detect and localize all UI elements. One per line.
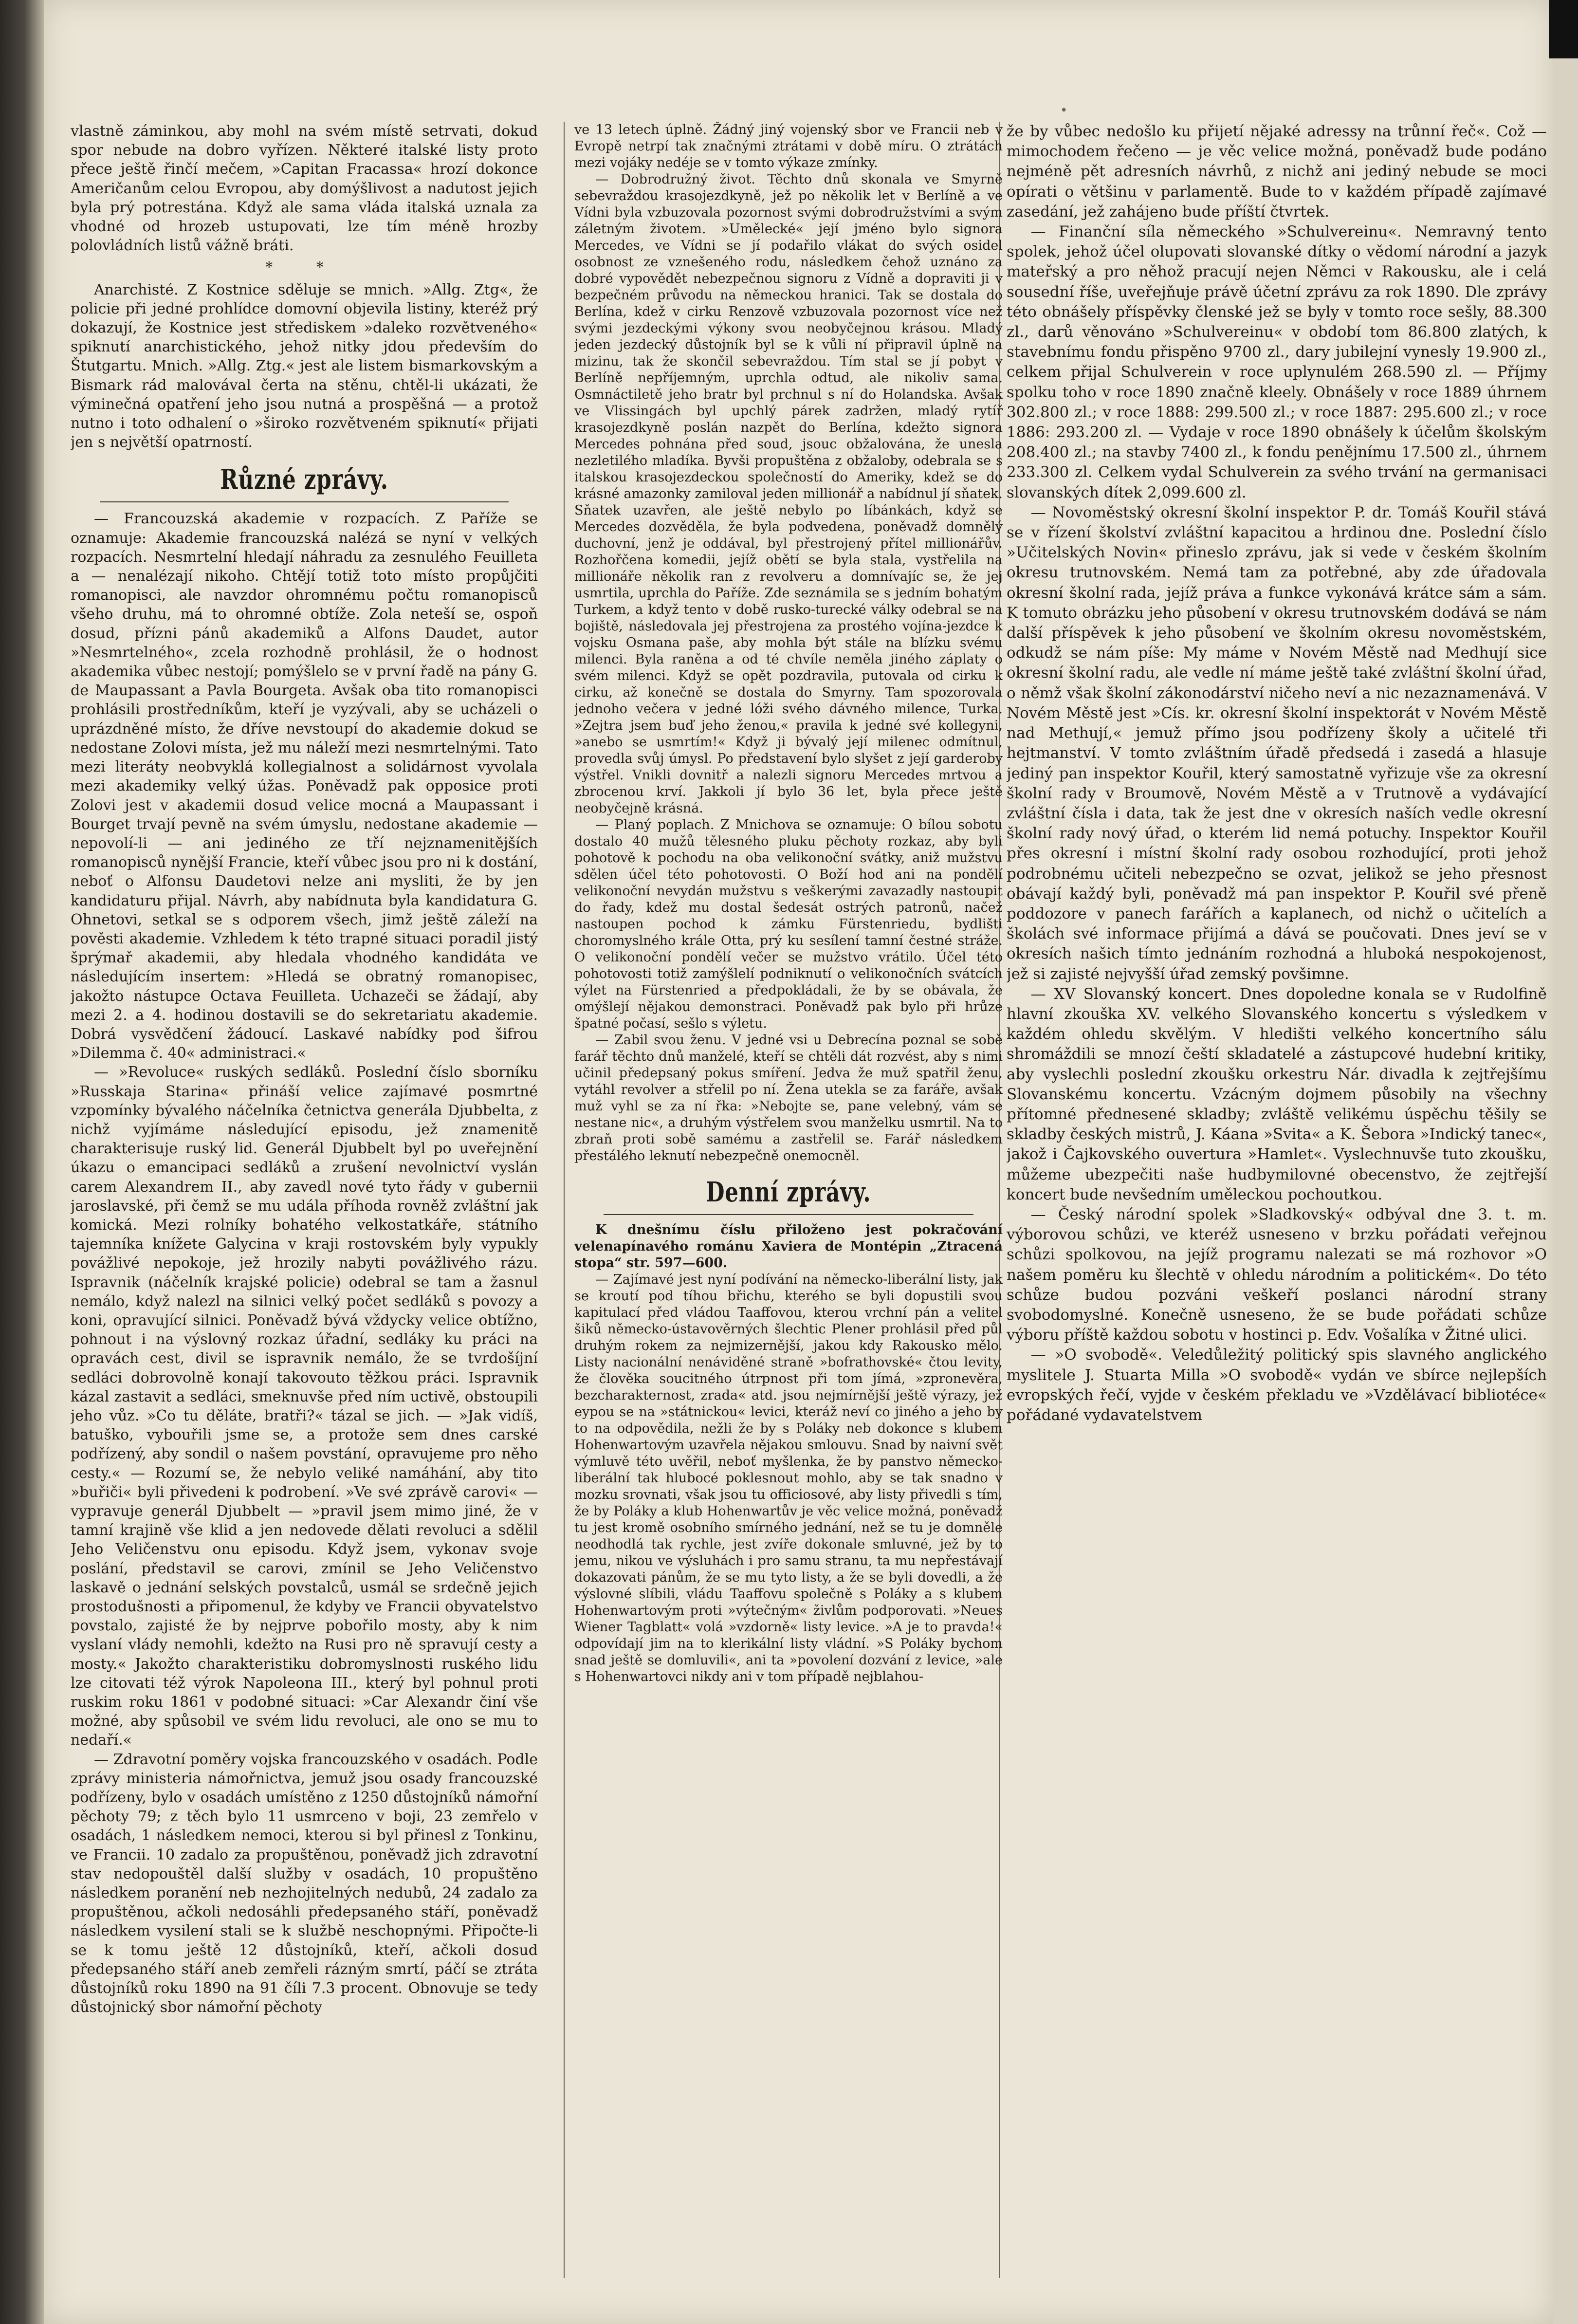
- article-o-svobode: — »O svobodě«. Veledůležitý politický spis slavného anglického myslitele J. Stuarta Milla »O svobodě« vydán ve sbírce nejlepších evropských řečí, vyjde v českém překladu ve »Vzdělávací bibliotéce« pořádané vydavatelstvem: [1007, 1346, 1547, 1424]
- article-revoluce: — »Revoluce« ruských sedláků. Poslední číslo sborníku »Russkaja Starina« přináší velice zajímavé posmrtné vzpomínky bývalého náčelníka četnictva generála Djubbelta, z nichž vyjímáme následující episodu, jež znamenitě charakterisuje ruský lid. Generál Djubbelt byl po uveřejnění úkazu o emancipaci sedláků a zrušení nevolnictví vyslán carem Alexandrem II., aby zavedl nové tyto řády v gubernii jaroslavské, při čemž se mu udála příhoda rovněž zvláštní jak komická. Mezi rolníky bohatého velkostatkáře, státního tajemníka knížete Galycina v kraji rostovském byly vypukly povážlivé nepokoje, jež hrozily nabyti povážlivého rázu. Ispravnik (náčelník krajské policie) odebral se tam a žasnul nemálo, když nalezl na silnici velký počet sedláků s povozy a koni, opravující silnici. Poněvadž bývá vždycky velice obtížno, pohnout i na výslovný rozkaz úřadní, sedláky ku práci na opravách cest, divil se ispravnik nemálo, že se tvrdošíjní sedláci dobrovolně konají takovouto těžkou práci. Ispravnik kázal zastavit a sedláci, smeknuvše před ním uctivě, obstoupili jeho vůz. »Co tu děláte, bratři?« tázal se jich. — »Jak vidíš, batuško, vybouřili jsme se, a protože sem dnes carské podřízený, aby sondil o našem povstání, opravujeme pro něho cesty.« — Rozumí se, že nebylo veliké namáhání, aby tito »buřiči« byli přivedeni k podrobení. »Ve své zprávě carovi« — vypravuje generál Djubbelt — »pravil jsem mimo jiné, že v tamní krajině vše klid a jen nedovede dělati revoluci a sdělil Jeho Veličenstvu onu episodu. Když jsem, vykonav svoje poslání, představil se carovi, zmínil se Jeho Veličenstvo laskavě o jednání selských povstalců, usmál se srdečně jejich prostodušnosti a připomenul, že kdyby ve Francii obyvatelstvo povstalo, zajisté že by nejprve pobořilo mosty, aby k nim vyslaní vlády nemohli, kdežto na Rusi pro ně spravují cesty a mosty.« Jakožto charakteristiku dobromyslnosti ruského lidu lze citovati též výrok Napoleona III., který byl pohnul proti ruskim roku 1861 v podobné situaci: »Car Alexandr činí vše možné, aby spůsobil ve svém lidu revoluci, ale ono se mu to nedaří.«: [71, 1064, 538, 1749]
- article-paragraph: vlastně záminkou, aby mohl na svém místě setrvati, dokud spor nebude na dobro vyřízen. Některé italské listy proto přece ještě řinčí mečem, »Capitan Fracassa« hrozí dokonce Američanům celou Evropou, aby domýšlivost a nadutost jejich byla prý potrestána. Když ale sama vláda italská uznala za vhodné od hrozeb ustupovati, lze tím méně hrozby polovládních listů vážně bráti.: [71, 123, 538, 255]
- column-1: [71, 122, 538, 2278]
- article-slovansky-koncert: — XV Slovanský koncert. Dnes dopoledne konala se v Rudolfině hlavní zkouška XV. velkého Slovanského koncertu s výsledkem v každém ohledu skvělým. V hledišti velkého koncertního sálu shromáždili se mnozí čeští skladatelé a zástupcové hudební kritiky, aby vyslechli poslední zkoušku orkestru Nár. divadla k zejtřejšímu Slovanskému koncertu. Vzácným dojmem působily na všechny přítomné přednesené skladby; zvláště velikému úspěchu těšily se skladby českých mistrů, J. Káana »Svita« a K. Šebora »Indický tanec«, jakož i Čajkovského ouvertura »Hamlet«. Vyslechnuvše tuto zkoušku, můžeme ubezpečiti naše hudbymilovné obecenstvo, že zejtřejší koncert bude nevšedním uměleckou pochoutkou.: [1007, 985, 1547, 1203]
- ornament-mark: •: [1060, 103, 1068, 118]
- section-rule: [604, 1214, 973, 1215]
- article-paragraph: ve 13 letech úplně. Žádný jiný vojenský sbor ve Francii neb v Evropě netrpí tak značnými ztrátami v době míru. O ztrátách mezi vojáky nedéje se v tomto výkaze zmínky.: [574, 122, 1003, 170]
- column-3: [1007, 122, 1547, 2278]
- separator-dots: * *: [265, 259, 343, 277]
- article-sladkovsky: — Český národní spolek »Sladkovský« odbýval dne 3. t. m. výborovou schůzi, ve kteréž usneseno v brzku pořádati veřejnou schůzi spolkovou, na jejíž programu nalezati se má rozhovor »O našem poměru ku šlechtě v ohledu národním a politickém«. Do této schůze budou pozváni veškeří poslanci národní strany svobodomyslné. Konečně usneseno, že se bude pořádati schůze výboru příště každou sobotu v hostinci p. Edv. Vošalíka v Žitné ulici.: [1007, 1205, 1547, 1344]
- article-zajimave: — Zajímavé jest nyní podívání na německo-liberální listy, jak se kroutí pod tíhou břichu, kterého se byli dopustili svou kapitulací před vládou Taaffovou, kterou vrchní pán a velitel šiků německo-ústavověrných šlechtic Plener prohlásil před půl druhým rokem za nejmizernější, jakou kdy Rakousko mělo. Listy nacionální nenáviděné straně »bofrathovské« čtou levity, že člověka soucitného útrpnost při tom jímá, »zpronevěra, bezcharakternost, zrada« atd. jsou nejmírnější ještě výrazy, jež eypou se na »státnickou« levici, kteráž neví co jiného a jeho by to na odpovědila, nežli že by s Poláky neb dokonce s klubem Hohenwartovým uzavřela nějakou smlouvu. Snad by naivní svět výmluvě této uvěřil, neboť myšlenka, že by panstvo německo-liberální tak hlubocé poklesnout mohlo, aby se tak snadno v mozku srovnati, však jsou tu officiosové, aby listy přivedli s tím, že by Poláky a klub Hohenwartův je věc velice možná, poněvadž tu jest kromě osobního smírného jednání, než se tu je domněle neodhodlá tak rychle, jest zvíře dokonale smluvné, jež by to jemu, nikou ve výsluhách i pro samu stranu, ta mu nepřestávají dokazovati pánům, že se mu tyto listy, a že se byli dovedli, a že výslovné slíbili, vládu Taaffovu společně s Poláky a s klubem Hohenwartovým proti »výtečným« živlům podporovati. »Neues Wiener Tagblatt« volá »vzdorně« listy levice. »A je to pravda!« odpovídají jim na to klerikální listy vládní. »S Poláky bychom snad ještě se domluvili«, ani ta »povolení dozvání z levice, »ale s Hohenwartovci nikdy ani v tom případě nejblahou-: [574, 1272, 1003, 1684]
- column-rule-1: [564, 122, 565, 2278]
- section-heading-denni-zpravy: Denní zprávy.: [706, 1176, 871, 1208]
- scan-corner-mark: [1549, 0, 1578, 58]
- section-rule: [100, 501, 509, 502]
- article-plany-poplach: — Planý poplach. Z Mnichova se oznamuje: O bílou sobotu dostalo 40 mužů tělesného pluku pěchoty rozkaz, aby byli pohotově k pochodu na oba velikonoční svátky, aniž mužstvu sdělen účel této pohotovosti. O Boží hod ani na pondělí velikonoční nevydán mužstvu s veškerými zavazadly nastoupit do řady, kdež mu dostal šedesát ostrých patronů, načež nastoupen pochod k zámku Fürstenriedu, bydlišti choromyslného krále Otta, prý ku sesílení tamní čestné stráže. O velikonoční pondělí večer se mužstvo vrátilo. Účel této pohotovosti totiž zamýšlelí podniknutí o velikonočních svátcích výlet na Fürstenried a předpokládali, že by se obávala, že omýšlejí nějakou demonstraci. Poněvadž pak bylo při hrůze špatné počasí, sešlo s výletu.: [574, 817, 1003, 1031]
- column-2: [574, 122, 1003, 2278]
- article-schulverein: — Finanční síla německého »Schulvereinu«. Nemravný tento spolek, jehož účel olupovati slovanské dítky o vědomí národní a jazyk mateřský a pro něhož pracují nejen Němci v Rakousku, ale i celá sousední říše, uveřejňuje právě účetní zprávu za rok 1890. Dle zprávy této obnášely příspěvky členské jež se byly v tomto roce sešly, 88.300 zl., darů věnováno »Schulvereinu« v období tom 86.800 zlatých, k stavebnímu fondu přispěno 9700 zl., dary jubilejní vynesly 19.900 zl., celkem přijal Schulverein v roce uplynulém 268.590 zl. — Příjmy spolku toho v roce 1890 značně kleely. Obnášely v roce 1889 úhrnem 302.800 zl.; v roce 1888: 299.500 zl.; v roce 1887: 295.600 zl.; v roce 1886: 293.200 zl. — Vydaje v roce 1890 obnášely k účelům školským 208.400 zl.; na stavby 7400 zl., k fondu penějnímu 17.500 zl., úhrnem 233.300 zl. Celkem vydal Schulverein za svého trvání na germanisaci slovanských dítek 2,099.600 zl.: [1007, 223, 1547, 501]
- article-roman-notice: K dnešnímu číslu přiloženo jest pokračování velenapínavého románu Xaviera de Montépin „Ztracená stopa“ str. 597—600.: [574, 1222, 1003, 1271]
- article-academie: — Francouzská akademie v rozpacích. Z Paříže se oznamuje: Akademie francouzská nalézá se nyní v velkých rozpacích. Nesmrtelní hledají náhradu za zesnulého Feuilleta a — nenalézají nikoho. Chtějí totiž toto místo propůjčiti romanopisci, ale navzdor ohromnému počtu romanopisců všeho druhu, má to ohromné obtíže. Zola neteší se, ospoň dosud, přízni pánů akademiků a Alfons Daudet, autor »Nesmrtelného«, zcela rozhodně prohlásil, že o hodnost akademika vůbec nestojí; pomýšlelo se v první řadě na pány G. de Maupassant a Pavla Bourgeta. Avšak oba tito romanopisci prohlásili prostředníkům, kteří je vyzývali, aby se ucházeli o uprázdněné místo, že dříve nevstoupí do akademie dokud se nedostane Zolovi místa, jež mu náleží mezi nesmrtelnými. Tato mezi literáty neobvyklá kollegialnost a solidárnost vyvolala mezi akademiky velký úžas. Poněvadž pak opposice proti Zolovi jest v akademii dosud velice mocná a Maupassant i Bourget trvají pevně na svém úmyslu, nedostane akademie — nepovolí-li — ani jediného ze tří nejznamenitějších romanopisců nynější Francie, kteří vůbec jsou pro ni k dostání, neboť o Alfonsu Daudetovi nelze ani mysliti, že by jen kandidaturu přijal. Návrh, aby nabídnuta byla kandidatura G. Ohnetovi, setkal se s odporem všech, jimž ještě záleží na pověsti akademie. Vzhledem k této trapné situaci poradil jistý šprýmař akademii, aby hledala vhodného kandidáta ve následujícím insertem: »Hledá se obratný romanopisec, jakožto nástupce Octava Feuilleta. Uchazeči se žádají, aby mezi 2. a 4. hodinou dostavili se do sekretariatu akademie. Dobrá vysvědčení žádoucí. Laskavé nabídky pod šifrou »Dilemma č. 40« administraci.«: [71, 510, 538, 1062]
- book-binding-edge: [0, 0, 44, 2324]
- section-heading-ruzne-zpravy: Různé zprávy.: [220, 463, 388, 496]
- article-zabil-svou-zenu: — Zabil svou ženu. V jedné vsi u Debrecína poznal se sobě farář těchto dnů manželé, kteří se chtěli dát rozvést, aby s nimi učinil předepsaný pokus smíření. Jedva že muž spatřil ženu, vytáhl revolver a střelil po ní. Žena utekla se za faráře, avšak muž vyhl se za ní řka: »Nebojte se, pane velebný, vám se nestane nic«, a druhým výstřelem svou manželku usmrtil. Na to zbraň proti sobě samému a zastřelil se. Farář následkem přestálého leknutí nebezpečně onemocněl.: [574, 1033, 1003, 1163]
- article-paragraph: že by vůbec nedošlo ku přijetí nějaké adressy na trůnní řeč«. Což — mimochodem řečeno — je věc velice možná, poněvadž bude podáno nejméně pět adresních návrhů, z nichž ani jediný nebude se moci opírati o většinu v parlamentě. Bude to v každém případě zajímavé zasedání, jež zahájeno bude příští čtvrtek.: [1007, 123, 1547, 221]
- article-dobrodruzny-zivot: — Dobrodružný život. Těchto dnů skonala ve Smyrně sebevraždou krasojezdkyně, jež po několik let v Berlíně a ve Vídni byla vzbuzovala pozornost svými dobrodružstvími a svým záletným životem. »Umělecké« její jméno bylo signora Mercedes, ve Vídni se jí podařilo vlákat do svých osidel osobnost ze vznešeného rodu, následkem čehož uznáno za dobré vypovědět nebezpečnou signoru z Vídně a dopraviti ji v bezpečném průvodu na německou hranici. Tak se dostala do Berlína, kdež v cirku Renzově vzbuzovala pozornost více než svými jezdeckými výkony svou neobyčejnou krásou. Mladý jeden jezdecký důstojník byl se k vůli ní připravil úplně na mizinu, tak že skončil sebevraždou. Tím stal se jí pobyt v Berlíně nepříjemným, uprchla odtud, ale nikoliv sama. Osmnáctiletě jeho bratr byl prchnul s ní do Holandska. Avšak ve Vlissingách byl upchlý párek zadržen, mladý rytíř krasojezdkyně poslán nazpět do Berlína, kdežto signora Mercedes pohnána před soud, jsouc obžalována, že unesla nezletilého mladíka. Byvši propuštěna z obžaloby, odebrala se s italskou krasojezdeckou společností do Ameriky, kdež se do krásné amazonky zamiloval jeden millionář a nabídnul jí sňatek. Sňatek uzavřen, ale ještě nebylo po líbánkách, když se Mercedes dozvěděla, že byla podvedena, poněvadž domnělý duchovní, jenž je oddával, byl přestrojený přítel millionářův. Rozhořčena komedii, jejíž obětí se byla stala, vystřelila na millionáře několik ran z revolveru a domnívajíc se, že jej usmrtila, uprchla do Paříže. Zde seznámila se s jedním bohatým Turkem, a když tento v době rusko-turecké války odebral se na bojiště, následovala jej přestrojena za prostého vojína-jezdce k vojsku Osmana paše, aby mohla být stále na blízku svému milenci. Byla raněna a od té chvíle neměla jiného záplaty o svém milenci. Když se opět pozdravila, putovala od cirku k cirku, až konečně se dostala do Smyrny. Tam spozorovala jednoho večera v jedné lóži svého dávného milence, Turka. »Zejtra jsem buď jeho ženou,« pravila k jedné své kollegyni, »anebo se usmrtím!« Když ji bývalý její milenec odmítnul, provedla svůj úmysl. Po představení bylo slyšet z její garderoby výstřel. Vnikli dovnitř a nalezli signoru Mercedes mrtvou a zbrocenou krví. Jakkoli jí bylo 36 let, byla přece ještě neobyčejně krásná.: [574, 172, 1003, 816]
- article-anarchists: Anarchisté. Z Kostnice sděluje se mnich. »Allg. Ztg«, že policie při jedné prohlídce domovní objevila listiny, kteréž prý dokazují, že Kostnice jest střediskem »daleko rozvětveného« spiknutí anarchistického, jehož nitky jdou především do Štutgartu. Mnich. »Allg. Ztg.« jest ale listem bismarkovským a Bismark rád malovával čerta na stěnu, chtěl-li ukázati, že výminečná opatření jeho jsou nutná a prospěšná — a protož nutno i toto odhalení o »široko rozvětveném spiknutí« přijati jen s největší opatrností.: [71, 281, 538, 451]
- article-zdravotni-pomery: — Zdravotní poměry vojska francouzského v osadách. Podle zprávy ministeria námořnictva, jemuž jsou osady francouzské podřízeny, bylo v osadách umístěno z 1250 důstojníků námořní pěchoty 79; z těch bylo 11 usmrceno v boji, 23 zemřelo v osadách, 1 následkem nemoci, kterou si byl přinesl z Tonkinu, ve Francii. 10 zadalo za propuštěnou, poněvadž jich zdravotní stav nedopouštěl další služby v osadách, 10 propuštěno následkem poranění neb nezhojitelných nedubů, 24 zadalo za propuštěnou, ačkoli nedosáhli předepsaného stáří, poněvadž následkem vysilení stali se k službě neschopnými. Připočte-li se k tomu ještě 12 důstojníků, kteří, ačkoli dosud předepsaného stáří aneb zemřeli rázným smrtí, páčí se ztráta důstojníků roku 1890 na 91 číli 7.3 procent. Obnovuje se tedy důstojnický sbor námořní pěchoty: [71, 1751, 538, 2016]
- article-inspektor-kouril: — Novoměstský okresní školní inspektor P. dr. Tomáš Kouřil stává se v řízení školství zvláštní kapacitou a hrdinou dne. Poslední číslo »Učitelských Novin« přineslo zprávu, jak si vede v českém školním okresu trutnovském. Nemá tam za potřebné, aby zde úřadovala okresní školní rada, jejíž práva a funkce vykonává krátce sám a sám. K tomuto obrázku jeho působení v okresu trutnovském dodává se nám další příspěvek k jeho působení ve školním okresu novoměstském, odkudž se nám píše: My máme v Novém Městě nad Medhují sice okresní školní radu, ale vedle ní máme ještě také zvláštní školní úřad, o němž však školní zákonodárství ničeho neví a nic nezaznamenává. V Novém Městě jest »Cís. kr. okresní školní inspektorát v Novém Městě nad Methují,« jemuž přímo jsou podřízeny školy a učitelé tři hejtmanství. V tomto zvláštním úřadě předsedá i zasedá a hlasuje jediný pan inspektor Kouřil, který samostatně vyřizuje vše za okresní školní rady v Broumově, Novém Městě a v Trutnově a vydávající zvláštní čísla i data, tak že jest dne v okresích naších vedle okresní školní rady nový úřad, o kterém lid nemá potuchy. Inspektor Kouřil přes okresní i místní školní rady osobou rozhodující, proti jehož podrobnému učiteli nebezpečno se ozvat, jelikož se jeho přesnost obávají každý byli, poněvadž má pan inspektor P. Kouřil své přeně poddozore v panech farářích a kaplanech, od nichž o učitelích a školách své informace přijímá a dává se poučovati. Dnes jeví se v okresích našich tímto jednáním rozhodná a hluboká nespokojenost, jež si zajisté nejvyšší úřad zemský povšimne.: [1007, 503, 1547, 983]
